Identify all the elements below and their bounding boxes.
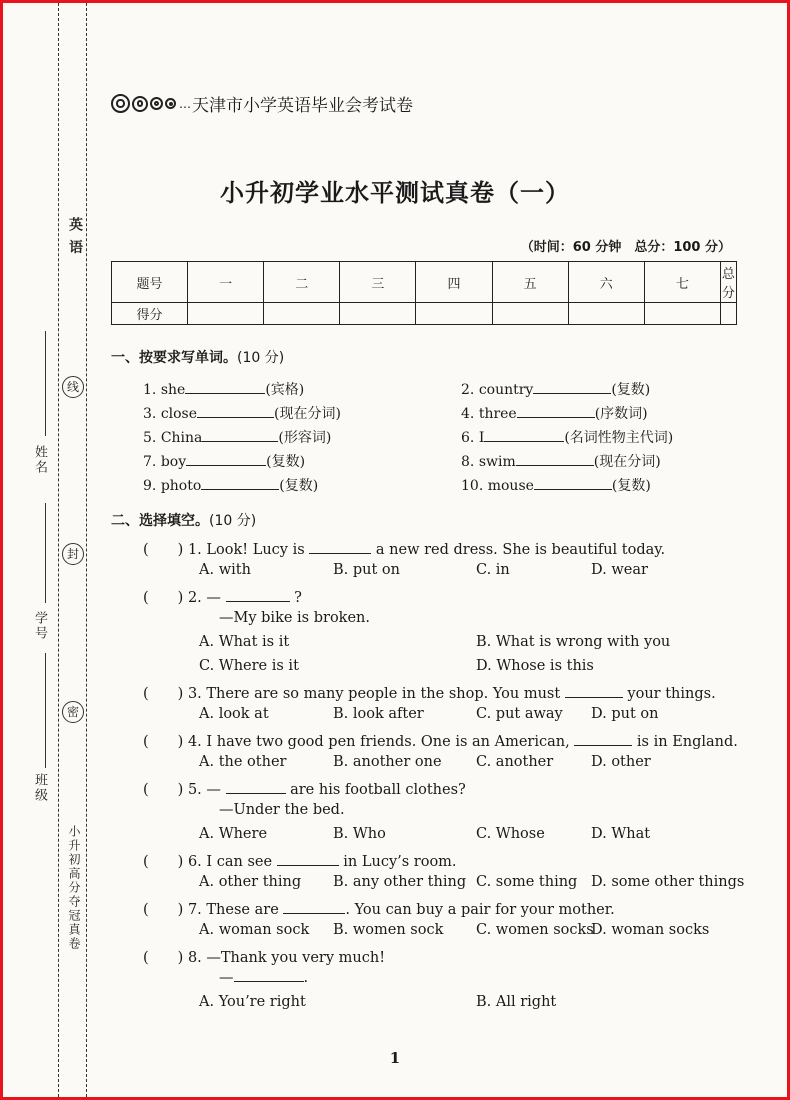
item-word: boy xyxy=(160,454,187,470)
question-row xyxy=(143,898,615,919)
class-label: 班级 xyxy=(32,773,47,803)
question-line2: —Under the bed. xyxy=(219,802,345,818)
answer-blank[interactable] xyxy=(201,488,279,490)
answer-paren[interactable]: ( ) xyxy=(143,950,184,966)
word-item xyxy=(143,403,341,423)
score-cell[interactable] xyxy=(340,303,416,325)
option[interactable]: C. another xyxy=(476,754,554,770)
answer-blank[interactable] xyxy=(534,488,612,490)
section-2-heading xyxy=(111,510,256,530)
answer-blank[interactable] xyxy=(226,600,290,602)
option[interactable]: C. Whose xyxy=(476,826,545,842)
item-word: close xyxy=(160,406,198,422)
spiral-icon xyxy=(150,97,163,110)
section-2-title: 二、选择填空。 xyxy=(111,513,209,529)
word-item xyxy=(461,427,673,447)
score-cell[interactable] xyxy=(644,303,720,325)
score-header: 一 xyxy=(188,262,264,303)
answer-blank[interactable] xyxy=(202,440,278,442)
answer-blank[interactable] xyxy=(516,464,594,466)
word-item xyxy=(461,379,650,399)
item-number: 2. xyxy=(461,382,475,398)
answer-paren[interactable]: ( ) xyxy=(143,854,184,870)
question-number: 5. xyxy=(187,782,202,798)
dash-text: — xyxy=(219,970,234,986)
item-hint: (复数) xyxy=(279,478,319,494)
answer-blank[interactable] xyxy=(565,696,623,698)
answer-paren[interactable]: ( ) xyxy=(143,902,184,918)
question-number: 8. xyxy=(187,950,202,966)
margin-subject: 英 语 xyxy=(67,217,83,256)
class-write-line[interactable] xyxy=(45,653,46,768)
answer-blank[interactable] xyxy=(277,864,339,866)
dots-icon: … xyxy=(179,96,191,111)
item-word: swim xyxy=(478,454,516,470)
question-text: is in England. xyxy=(632,734,738,750)
option[interactable]: D. What xyxy=(591,826,651,842)
series-name: 天津市小学英语毕业会考试卷 xyxy=(192,96,413,116)
item-word: she xyxy=(160,382,186,398)
option[interactable]: D. put on xyxy=(591,706,659,722)
item-hint: (复数) xyxy=(266,454,306,470)
series-header xyxy=(111,91,413,116)
item-word: mouse xyxy=(487,478,534,494)
item-hint: (宾格) xyxy=(265,382,305,398)
word-item xyxy=(461,475,651,495)
answer-blank[interactable] xyxy=(533,392,611,394)
item-number: 4. xyxy=(461,406,475,422)
seal-mark: 封 xyxy=(62,543,84,565)
score-header: 五 xyxy=(492,262,568,303)
answer-paren[interactable]: ( ) xyxy=(143,686,184,702)
question-text: I have two good pen friends. One is an American, xyxy=(206,734,575,750)
question-text: . You can buy a pair for your mother. xyxy=(345,902,615,918)
item-word: I xyxy=(478,430,485,446)
option[interactable]: D. wear xyxy=(591,562,648,578)
score-header: 二 xyxy=(264,262,340,303)
section-1-title: 一、按要求写单词。 xyxy=(111,350,237,366)
item-word: photo xyxy=(160,478,202,494)
page-number: 1 xyxy=(389,1049,401,1067)
score-cell[interactable] xyxy=(492,303,568,325)
time-info: （时间：60 分钟 总分：100 分） xyxy=(520,240,731,255)
question-number: 6. xyxy=(187,854,202,870)
period-text: . xyxy=(303,970,309,986)
answer-paren[interactable]: ( ) xyxy=(143,590,184,606)
word-item xyxy=(461,403,648,423)
option[interactable]: B. look after xyxy=(333,706,424,722)
question-row xyxy=(143,586,302,607)
spiral-icon xyxy=(165,98,176,109)
question-row xyxy=(143,946,385,967)
option[interactable]: B. Who xyxy=(333,826,386,842)
item-hint: (现在分词) xyxy=(593,454,661,470)
score-header: 六 xyxy=(568,262,644,303)
question-line2 xyxy=(219,970,308,986)
question-text: ? xyxy=(289,590,302,606)
option[interactable]: B. another one xyxy=(333,754,442,770)
id-label: 学号 xyxy=(32,611,47,641)
page-title: 小升初学业水平测试真卷（一） xyxy=(220,179,570,207)
answer-paren[interactable]: ( ) xyxy=(143,782,184,798)
answer-blank[interactable] xyxy=(309,552,371,554)
option[interactable]: B. any other thing xyxy=(333,874,467,890)
item-number: 3. xyxy=(143,406,157,422)
option[interactable]: A. with xyxy=(199,562,251,578)
question-number: 4. xyxy=(187,734,202,750)
option[interactable]: C. women socks xyxy=(476,922,594,938)
option[interactable]: B. What is wrong with you xyxy=(476,634,671,650)
option[interactable]: D. some other things xyxy=(591,874,745,890)
question-number: 7. xyxy=(187,902,202,918)
item-number: 9. xyxy=(143,478,157,494)
question-text: These are xyxy=(206,902,284,918)
score-header: 四 xyxy=(416,262,492,303)
question-text: I can see xyxy=(206,854,277,870)
item-word: country xyxy=(478,382,534,398)
margin-book-title: 小升初高分夺冠真卷 xyxy=(67,825,81,951)
option[interactable]: A. What is it xyxy=(199,634,290,650)
answer-paren[interactable]: ( ) xyxy=(143,542,184,558)
option[interactable]: C. Where is it xyxy=(199,658,299,674)
item-number: 6. xyxy=(461,430,475,446)
answer-blank[interactable] xyxy=(283,912,345,914)
word-item xyxy=(143,451,305,471)
word-item xyxy=(143,379,304,399)
section-2-points: (10 分) xyxy=(209,513,257,529)
answer-blank[interactable] xyxy=(226,792,286,794)
id-write-line[interactable] xyxy=(45,503,46,603)
item-hint: (复数) xyxy=(611,382,651,398)
option[interactable]: C. some thing xyxy=(476,874,578,890)
question-number: 3. xyxy=(187,686,202,702)
question-text: are his football clothes? xyxy=(285,782,466,798)
question-number: 2. xyxy=(187,590,202,606)
option[interactable]: D. woman socks xyxy=(591,922,710,938)
question-row xyxy=(143,682,716,703)
section-1-points: (10 分) xyxy=(237,350,285,366)
item-hint: (复数) xyxy=(611,478,651,494)
score-header: 三 xyxy=(340,262,416,303)
option[interactable]: A. You’re right xyxy=(199,994,306,1010)
answer-paren[interactable]: ( ) xyxy=(143,734,184,750)
option[interactable]: D. other xyxy=(591,754,651,770)
answer-blank[interactable] xyxy=(234,980,304,982)
question-text: — xyxy=(206,782,226,798)
option[interactable]: B. put on xyxy=(333,562,400,578)
option[interactable]: A. woman sock xyxy=(199,922,310,938)
score-cell[interactable] xyxy=(720,303,736,325)
item-number: 5. xyxy=(143,430,157,446)
question-text: — xyxy=(206,590,226,606)
score-header: 七 xyxy=(644,262,720,303)
option[interactable]: C. in xyxy=(476,562,510,578)
item-hint: (序数词) xyxy=(594,406,648,422)
item-hint: (形容词) xyxy=(278,430,332,446)
word-item xyxy=(143,427,331,447)
question-text: —Thank you very much! xyxy=(206,950,386,966)
item-hint: (现在分词) xyxy=(274,406,341,422)
name-write-line[interactable] xyxy=(45,331,46,436)
item-number: 7. xyxy=(143,454,157,470)
word-item xyxy=(143,475,318,495)
score-row-label: 得分 xyxy=(112,303,188,325)
seal-mark: 密 xyxy=(62,701,84,723)
score-cell[interactable] xyxy=(264,303,340,325)
option[interactable]: A. Where xyxy=(199,826,268,842)
option[interactable]: D. Whose is this xyxy=(476,658,594,674)
score-cell[interactable] xyxy=(568,303,644,325)
section-1-heading xyxy=(111,347,284,367)
score-cell[interactable] xyxy=(416,303,492,325)
question-line2: —My bike is broken. xyxy=(219,610,370,626)
item-number: 10. xyxy=(461,478,484,494)
question-row xyxy=(143,778,466,799)
item-word: China xyxy=(160,430,203,446)
item-word: three xyxy=(478,406,517,422)
item-number: 8. xyxy=(461,454,475,470)
item-number: 1. xyxy=(143,382,157,398)
score-table xyxy=(111,261,737,325)
question-text: Look! Lucy is xyxy=(206,542,310,558)
option[interactable]: A. other thing xyxy=(199,874,302,890)
item-hint: (名词性物主代词) xyxy=(564,430,674,446)
question-row xyxy=(143,730,738,751)
option[interactable]: A. look at xyxy=(199,706,269,722)
question-number: 1. xyxy=(187,542,202,558)
binding-dashed-line xyxy=(58,3,59,1097)
question-text: your things. xyxy=(622,686,716,702)
question-text: a new red dress. She is beautiful today. xyxy=(371,542,666,558)
question-text: There are so many people in the shop. You must xyxy=(206,686,565,702)
seal-mark: 线 xyxy=(62,376,84,398)
answer-blank[interactable] xyxy=(197,416,274,418)
question-row xyxy=(143,850,457,871)
score-header: 题号 xyxy=(112,262,188,303)
option[interactable]: C. put away xyxy=(476,706,563,722)
answer-blank[interactable] xyxy=(185,392,265,394)
option[interactable]: A. the other xyxy=(199,754,287,770)
answer-blank[interactable] xyxy=(484,440,564,442)
word-item xyxy=(461,451,661,471)
spiral-icon xyxy=(132,96,148,112)
option[interactable]: B. women sock xyxy=(333,922,444,938)
question-text: in Lucy’s room. xyxy=(338,854,457,870)
answer-blank[interactable] xyxy=(186,464,266,466)
score-cell[interactable] xyxy=(188,303,264,325)
spiral-icon xyxy=(111,94,130,113)
score-header: 总分 xyxy=(720,262,736,303)
question-row xyxy=(143,538,665,559)
name-label: 姓名 xyxy=(32,445,47,475)
option[interactable]: B. All right xyxy=(476,994,557,1010)
answer-blank[interactable] xyxy=(574,744,632,746)
answer-blank[interactable] xyxy=(517,416,595,418)
binding-dashed-line xyxy=(86,3,87,1097)
